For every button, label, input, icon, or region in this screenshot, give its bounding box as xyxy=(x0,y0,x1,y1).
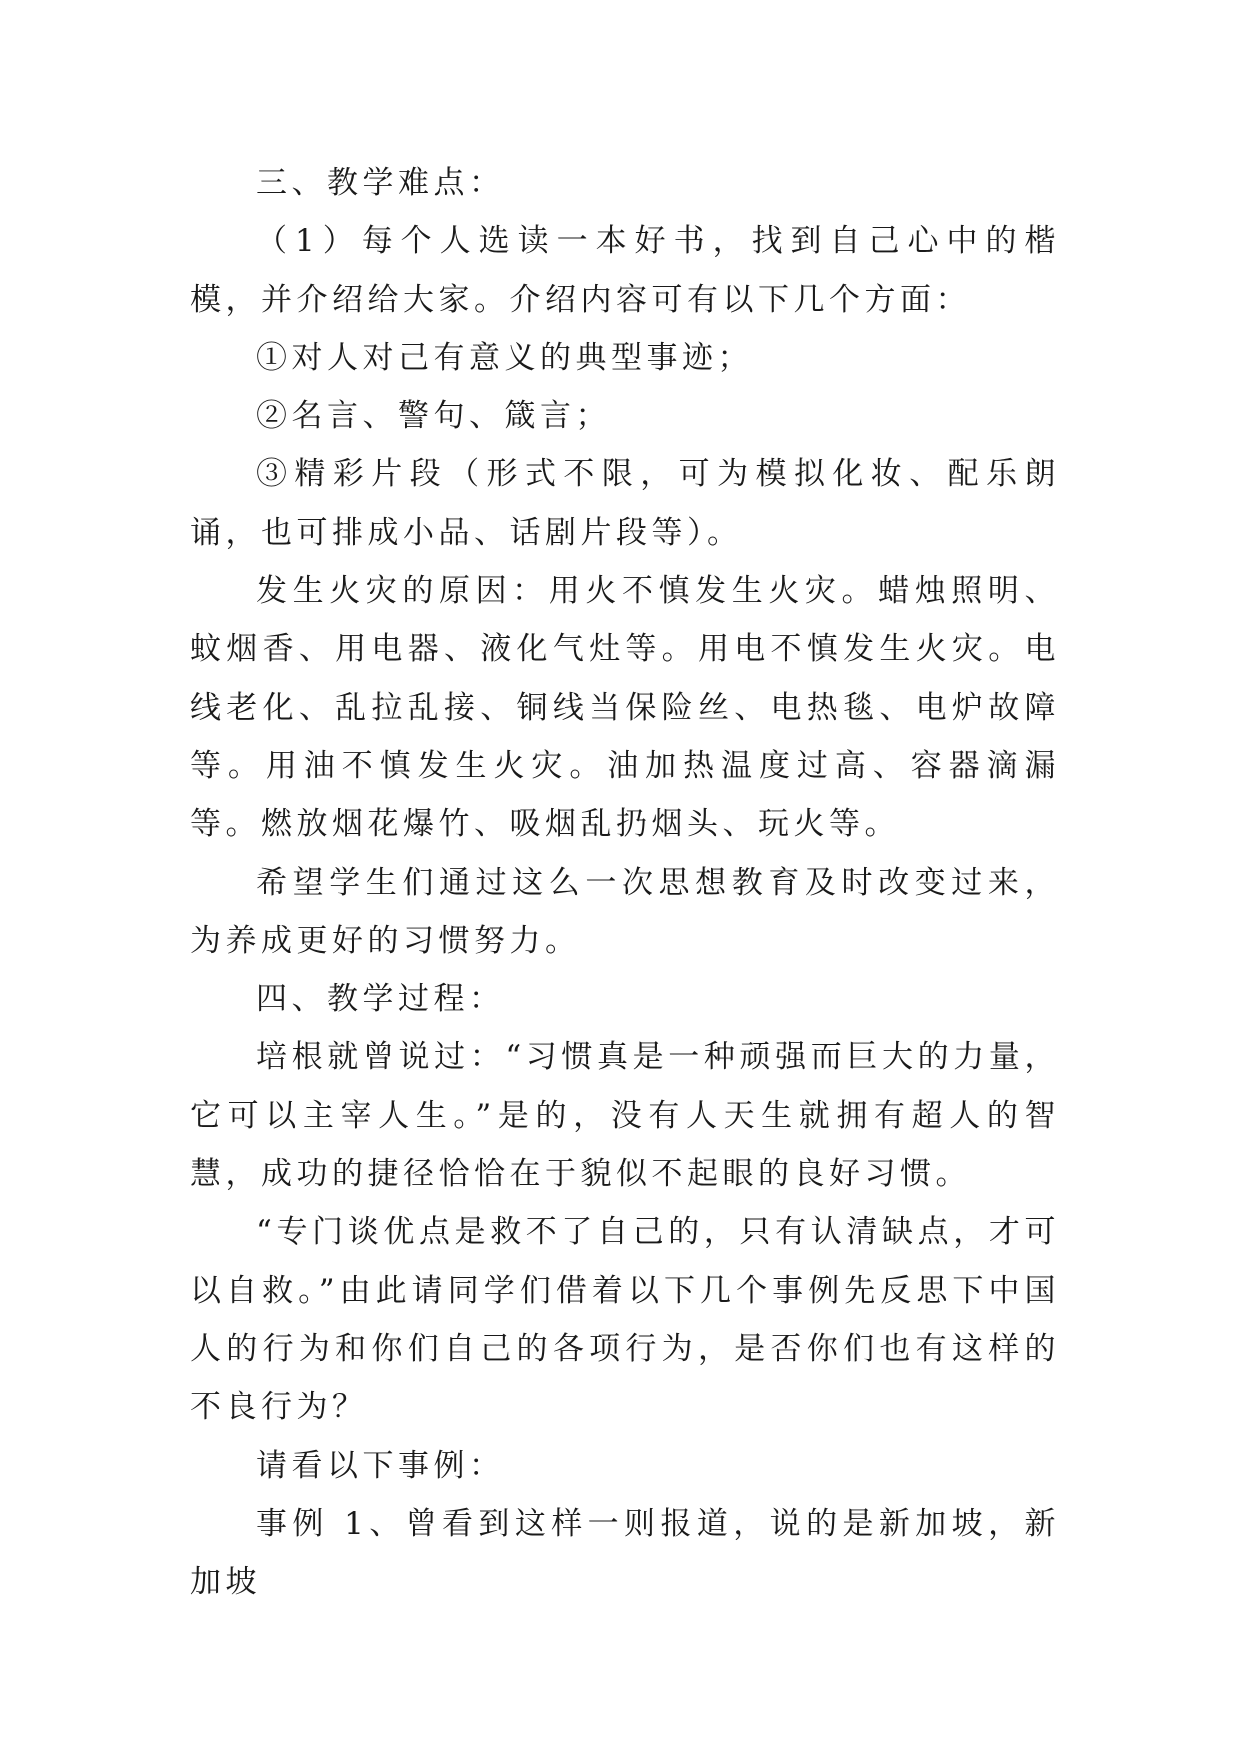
paragraph-examples-intro: 请看以下事例： xyxy=(256,1447,505,1484)
document-page xyxy=(190,154,1060,1611)
section-heading-teaching-difficulties: 三、教学难点： xyxy=(256,165,505,201)
paragraph-example-1: 事例 1、曾看到这样一则报道，说的是新加坡，新加坡 xyxy=(190,1505,1060,1601)
list-item-excerpts: ③精彩片段（形式不限，可为模拟化妆、配乐朗诵，也可排成小品、话剧片段等）。 xyxy=(190,456,1060,551)
paragraph-bacon-quote: 培根就曾说过：“习惯真是一种顽强而巨大的力量，它可以主宰人生。”是的，没有人天生就拥有超人的智慧，成功的捷径恰恰在于貌似不起眼的良好习惯。 xyxy=(190,1039,1060,1193)
paragraph-hope: 希望学生们通过这么一次思想教育及时改变过来，为养成更好的习惯努力。 xyxy=(190,864,1060,959)
section-heading-teaching-process: 四、教学过程： xyxy=(256,981,505,1018)
list-item-deeds: ①对人对己有意义的典型事迹； xyxy=(256,339,753,376)
list-item-quotes: ②名言、警句、箴言； xyxy=(256,398,611,435)
paragraph-reading-task: （1）每个人选读一本好书，找到自己心中的楷模，并介绍给大家。介绍内容可有以下几个方面： xyxy=(190,223,1060,318)
paragraph-fire-causes: 发生火灾的原因：用火不慎发生火灾。蜡烛照明、蚊烟香、用电器、液化气灶等。用电不慎发生火灾。电线老化、乱拉乱接、铜线当保险丝、电热毯、电炉故障等。用油不慎发生火灾。油加热温度过高、容器滴漏等。燃放烟花爆竹、吸烟乱扔烟头、玩火等。 xyxy=(190,573,1060,843)
paragraph-self-reflection: “专门谈优点是救不了自己的，只有认清缺点，才可以自救。”由此请同学们借着以下几个事例先反思下中国人的行为和你们自己的各项行为，是否你们也有这样的不良行为？ xyxy=(190,1214,1060,1426)
